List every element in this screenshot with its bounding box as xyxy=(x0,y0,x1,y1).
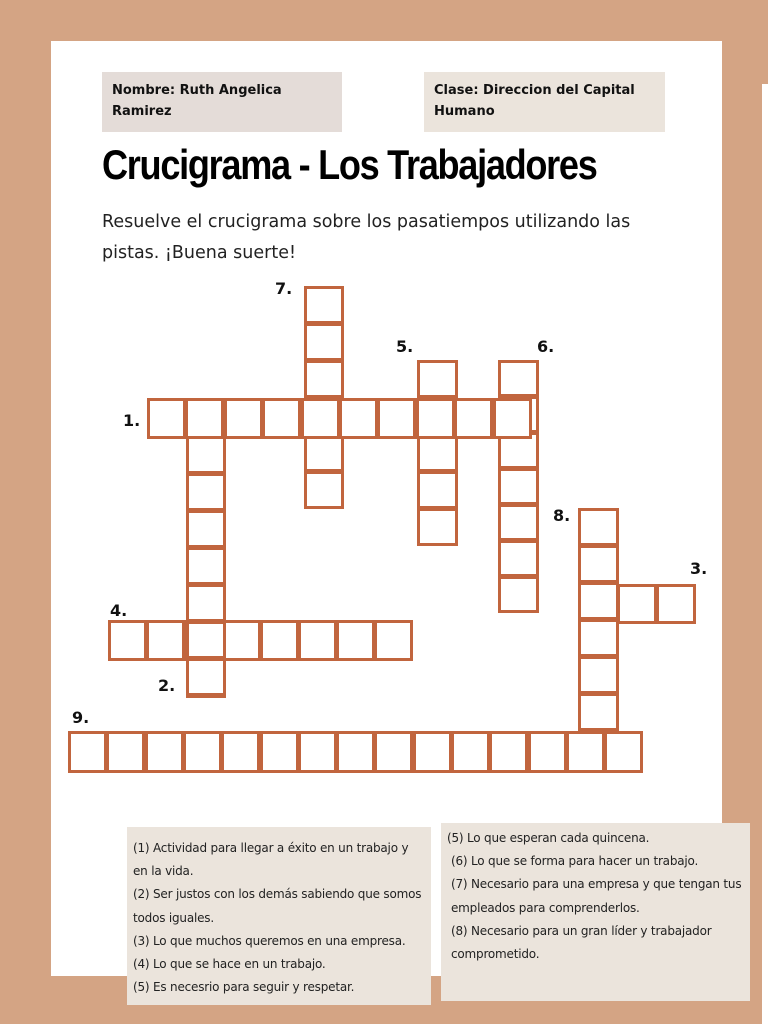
clue-number-9: 9. xyxy=(72,708,90,727)
clue-number-5: 5. xyxy=(396,337,414,356)
word-8-cell[interactable] xyxy=(578,619,619,657)
word-7-cell[interactable] xyxy=(304,323,344,361)
word-7-cell[interactable] xyxy=(304,286,344,324)
word-5-cell[interactable] xyxy=(417,471,458,509)
word-9-cell[interactable] xyxy=(374,731,413,773)
clue-text: (7) Necesario para una empresa y que tengan tus empleados para comprenderlos. xyxy=(451,877,742,915)
word-2-cell[interactable] xyxy=(186,584,226,622)
word-9-cell[interactable] xyxy=(106,731,145,773)
word-9-cell[interactable] xyxy=(528,731,567,773)
word-6-cell[interactable] xyxy=(498,504,539,541)
word-9-cell[interactable] xyxy=(298,731,337,773)
word-4-cell[interactable] xyxy=(108,620,147,661)
page-title: Crucigrama - Los Trabajadores xyxy=(102,141,597,188)
word-7-cell[interactable] xyxy=(304,434,344,472)
word-9-cell[interactable] xyxy=(183,731,222,773)
clue-text: (3) Lo que muchos queremos en una empresa. xyxy=(133,933,406,948)
word-1-cell[interactable] xyxy=(454,398,493,439)
clue-number-2: 2. xyxy=(158,676,176,695)
clue-text: (2) Ser justos con los demás sabiendo que somos todos iguales. xyxy=(133,887,422,925)
word-6-cell[interactable] xyxy=(498,468,539,505)
word-9-cell[interactable] xyxy=(451,731,490,773)
word-8-cell[interactable] xyxy=(578,656,619,694)
word-1-cell[interactable] xyxy=(416,398,455,439)
clue-number-7: 7. xyxy=(275,279,293,298)
word-9-cell[interactable] xyxy=(145,731,184,773)
class-name-box: Clase: Direccion del Capital Humano xyxy=(424,72,665,132)
student-name-box: Nombre: Ruth Angelica Ramirez xyxy=(102,72,342,132)
clue-text: (5) Lo que esperan cada quincena. xyxy=(447,831,650,845)
word-9-cell[interactable] xyxy=(260,731,299,773)
word-1-cell[interactable] xyxy=(301,398,340,439)
word-7-cell[interactable] xyxy=(304,360,344,398)
word-2-cell[interactable] xyxy=(186,510,226,548)
word-1-cell[interactable] xyxy=(493,398,532,439)
word-9-cell[interactable] xyxy=(489,731,528,773)
word-1-cell[interactable] xyxy=(224,398,263,439)
word-2-cell[interactable] xyxy=(186,621,226,659)
clue-text: (1) Actividad para llegar a éxito en un trabajo y en la vida. xyxy=(133,841,409,879)
clue-number-4: 4. xyxy=(110,601,128,620)
word-6-cell[interactable] xyxy=(498,360,539,397)
word-4-cell[interactable] xyxy=(146,620,185,661)
word-3-cell[interactable] xyxy=(656,584,696,624)
word-7-cell[interactable] xyxy=(304,471,344,509)
background-sheet xyxy=(762,84,768,1024)
word-2-cell[interactable] xyxy=(186,547,226,585)
word-2-cell[interactable] xyxy=(186,436,226,474)
clue-number-8: 8. xyxy=(553,506,571,525)
clues-box-left xyxy=(127,827,431,1005)
word-1-cell[interactable] xyxy=(339,398,378,439)
word-9-cell[interactable] xyxy=(413,731,452,773)
word-5-cell[interactable] xyxy=(417,360,458,398)
worksheet-page xyxy=(51,41,742,995)
word-8-cell[interactable] xyxy=(578,545,619,583)
clue-number-6: 6. xyxy=(537,337,555,356)
clue-text: (6) Lo que se forma para hacer un trabajo. xyxy=(451,854,699,869)
word-8-cell[interactable] xyxy=(578,582,619,620)
word-1-cell[interactable] xyxy=(262,398,301,439)
clue-number-1: 1. xyxy=(123,411,141,430)
clue-number-3: 3. xyxy=(690,559,708,578)
word-4-cell[interactable] xyxy=(374,620,413,661)
word-5-cell[interactable] xyxy=(417,434,458,472)
word-9-cell[interactable] xyxy=(68,731,107,773)
word-9-cell[interactable] xyxy=(336,731,375,773)
word-2-cell[interactable] xyxy=(186,658,226,696)
clue-text: (8) Necesario para un gran líder y trabajador comprometido. xyxy=(451,923,712,962)
word-9-cell[interactable] xyxy=(604,731,643,773)
word-1-cell[interactable] xyxy=(185,398,224,439)
clues-box-right xyxy=(441,823,750,1001)
word-2-cell[interactable] xyxy=(186,473,226,511)
word-6-cell[interactable] xyxy=(498,576,539,613)
word-4-cell[interactable] xyxy=(298,620,337,661)
word-9-cell[interactable] xyxy=(221,731,260,773)
word-8-cell[interactable] xyxy=(578,508,619,546)
word-4-cell[interactable] xyxy=(260,620,299,661)
word-1-cell[interactable] xyxy=(377,398,416,439)
word-3-cell[interactable] xyxy=(617,584,657,624)
word-1-cell[interactable] xyxy=(147,398,186,439)
clue-text: (5) Es necesrio para seguir y respetar. xyxy=(133,980,355,995)
word-6-cell[interactable] xyxy=(498,540,539,577)
word-8-cell[interactable] xyxy=(578,693,619,731)
word-4-cell[interactable] xyxy=(336,620,375,661)
instructions: Resuelve el crucigrama sobre los pasatiempos utilizando las pistas. ¡Buena suerte! xyxy=(102,212,631,263)
clue-text: (4) Lo que se hace en un trabajo. xyxy=(133,957,326,972)
word-9-cell[interactable] xyxy=(566,731,605,773)
word-5-cell[interactable] xyxy=(417,508,458,546)
word-4-cell[interactable] xyxy=(222,620,261,661)
